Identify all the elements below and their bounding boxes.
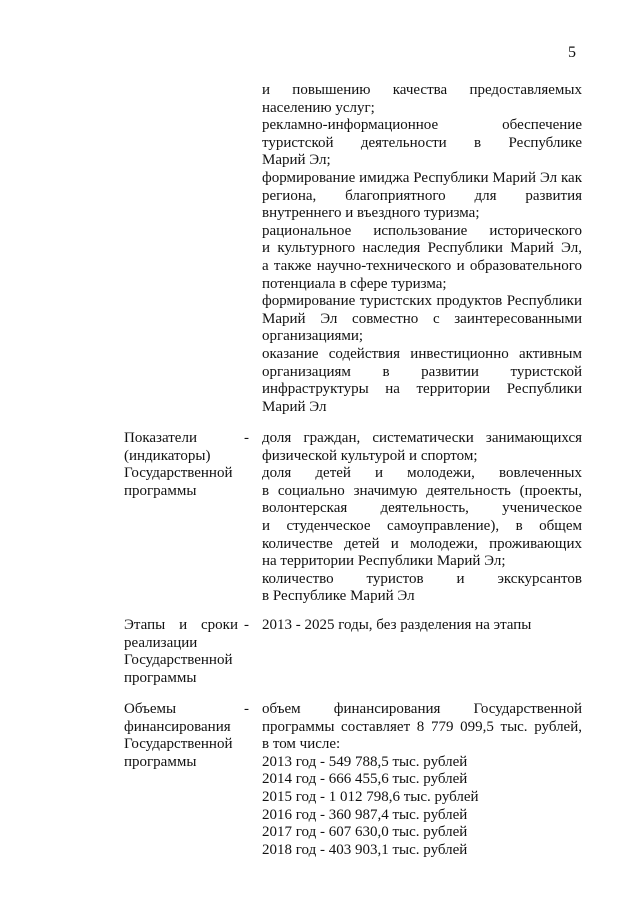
- label-dash: -: [244, 701, 249, 717]
- text-line: инфраструктуры на территории Республики: [262, 381, 582, 398]
- text-line: 2015 год - 1 012 798,6 тыс. рублей: [262, 788, 479, 805]
- text-line: организациям в развитии туристской: [262, 363, 582, 380]
- section-text: [262, 430, 582, 606]
- section-label-line: программы: [124, 669, 197, 686]
- text-line: оказание содействия инвестиционно активным: [262, 345, 582, 362]
- section-label-line: Государственной: [124, 465, 233, 482]
- text-line: Марий Эл совместно с заинтересованными: [262, 310, 582, 327]
- text-line: на территории Республики Марий Эл;: [262, 553, 506, 570]
- text-line: потенциала в сфере туризма;: [262, 275, 447, 292]
- text-line: программы составляет 8 779 099,5 тыс. рублей,: [262, 718, 582, 735]
- text-line: 2018 год - 403 903,1 тыс. рублей: [262, 841, 468, 858]
- text-line: количество туристов и экскурсантов: [262, 570, 582, 587]
- section-label-line: Государственной: [124, 736, 233, 753]
- section-label-line: программы: [124, 753, 197, 770]
- text-line: организациями;: [262, 328, 364, 345]
- section-label-line: программы: [124, 482, 197, 499]
- text-line: 2014 год - 666 455,6 тыс. рублей: [262, 771, 468, 788]
- text-line: формирование туристских продуктов Республики: [262, 293, 582, 310]
- section-text: [262, 82, 582, 416]
- text-line: волонтерская деятельность, ученическое: [262, 500, 582, 517]
- text-line: физической культурой и спортом;: [262, 447, 478, 464]
- text-line: количестве детей и молодежи, проживающих: [262, 535, 582, 552]
- label-dash: -: [244, 617, 249, 633]
- section-text: [262, 617, 582, 635]
- section-label-line: Показатели: [124, 430, 197, 446]
- text-line: рекламно-информационное обеспечение: [262, 117, 582, 134]
- text-line: доля граждан, систематически занимающихся: [262, 430, 582, 446]
- text-line: региона, благоприятного для развития: [262, 187, 582, 204]
- text-line: и культурного наследия Республики Марий Эл,: [262, 240, 582, 257]
- section-label-line: (индикаторы): [124, 447, 211, 464]
- text-line: рациональное использование исторического: [262, 222, 582, 239]
- text-line: а также научно-технического и образовательного: [262, 257, 582, 274]
- text-line: в Республике Марий Эл: [262, 588, 415, 605]
- text-line: туристской деятельности в Республике: [262, 134, 582, 151]
- page-number: 5: [568, 44, 576, 61]
- text-line: 2017 год - 607 630,0 тыс. рублей: [262, 824, 468, 841]
- label-dash: -: [244, 430, 249, 446]
- text-line: Марий Эл: [262, 398, 327, 415]
- section-label-line: Этапы и сроки: [124, 617, 238, 633]
- text-line: внутреннего и въездного туризма;: [262, 205, 480, 222]
- text-line: 2013 год - 549 788,5 тыс. рублей: [262, 753, 468, 770]
- text-line: доля детей и молодежи, вовлеченных: [262, 465, 582, 482]
- section-text: [262, 701, 582, 859]
- text-line: и студенческое самоуправление), в общем: [262, 517, 582, 534]
- section-label-line: реализации: [124, 634, 198, 651]
- text-line: и повышению качества предоставляемых: [262, 82, 582, 98]
- section-label: [124, 430, 252, 500]
- text-line: 2016 год - 360 987,4 тыс. рублей: [262, 806, 468, 823]
- section-label-line: Государственной: [124, 652, 233, 669]
- section-label-line: финансирования: [124, 718, 231, 735]
- text-line: объем финансирования Государственной: [262, 701, 582, 717]
- section-label: [124, 701, 252, 771]
- text-line: в социально значимую деятельность (проекты,: [262, 482, 582, 499]
- text-line: населению услуг;: [262, 99, 375, 116]
- text-line: в том числе:: [262, 736, 341, 753]
- section-label: [124, 617, 252, 687]
- section-label-line: Объемы: [124, 701, 177, 717]
- text-line: 2013 - 2025 годы, без разделения на этапы: [262, 617, 532, 633]
- text-line: Марий Эл;: [262, 152, 331, 169]
- text-line: формирование имиджа Республики Марий Эл как: [262, 169, 582, 186]
